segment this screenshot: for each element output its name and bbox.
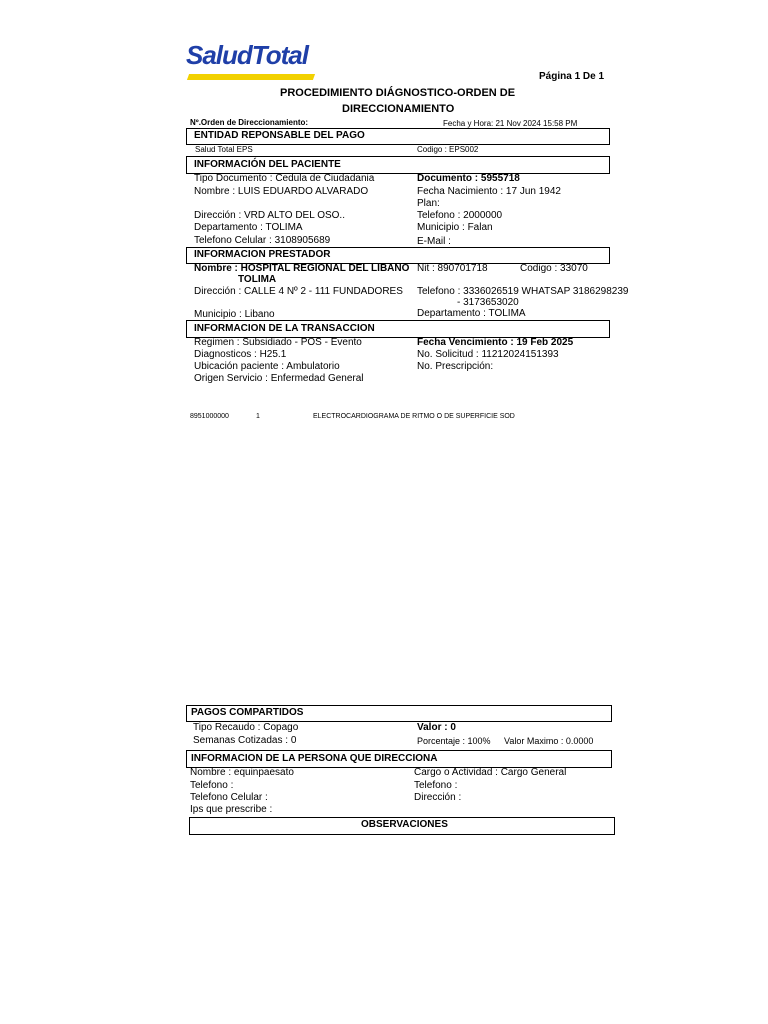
section-heading: INFORMACION DE LA TRANSACCION [194, 323, 375, 334]
prestador-telefono: Telefono : 3336026519 WHATSAP 3186298239 [417, 286, 629, 297]
section-heading: INFORMACION DE LA PERSONA QUE DIRECCIONA [191, 753, 438, 764]
transaccion-diagnosticos: Diagnosticos : H25.1 [194, 349, 287, 360]
section-observaciones [189, 817, 615, 835]
pagos-porcentaje: Porcentaje : 100% [417, 736, 491, 746]
section-heading: ENTIDAD REPONSABLE DEL PAGO [194, 130, 365, 141]
section-direcciona [186, 750, 612, 768]
prestador-direccion: Dirección : CALLE 4 Nº 2 - 111 FUNDADORES [194, 286, 403, 297]
section-paciente [186, 156, 610, 174]
pagos-valor-maximo: Valor Maximo : 0.0000 [504, 736, 594, 746]
section-heading: OBSERVACIONES [361, 819, 448, 830]
transaccion-prescripcion: No. Prescripción: [417, 361, 494, 372]
direcciona-telefono-right: Telefono : [414, 780, 458, 791]
section-pagos [186, 705, 612, 722]
prestador-departamento: Departamento : TOLIMA [417, 308, 526, 319]
fecha-hora: Fecha y Hora: 21 Nov 2024 15:58 PM [443, 119, 578, 128]
salud-total-logo [186, 40, 318, 84]
direcciona-celular: Telefono Celular : [190, 792, 268, 803]
paciente-municipio: Municipio : Falan [417, 222, 493, 233]
paciente-tipo-doc: Tipo Documento : Cedula de Ciudadania [194, 173, 375, 184]
paciente-direccion: Dirección : VRD ALTO DEL OSO.. [194, 210, 345, 221]
direcciona-telefono: Telefono : [190, 780, 234, 791]
paciente-fecha-nacimiento: Fecha Nacimiento : 17 Jun 1942 [417, 186, 561, 197]
logo-underline-bar [187, 74, 315, 80]
transaccion-regimen: Regimen : Subsidiado - POS - Evento [194, 337, 362, 348]
prestador-nit: Nit : 890701718 [417, 263, 488, 274]
logo-text: SaludTotal [186, 40, 308, 70]
prestador-nombre: Nombre : HOSPITAL REGIONAL DEL LIBANO [194, 263, 410, 274]
procedimiento-descripcion: ELECTROCARDIOGRAMA DE RITMO O DE SUPERFICIE SOD [313, 413, 515, 420]
paciente-documento: Documento : 5955718 [417, 173, 520, 184]
procedimiento-cantidad: 1 [256, 413, 260, 420]
pagos-tipo-recaudo: Tipo Recaudo : Copago [193, 722, 299, 733]
paciente-nombre: Nombre : LUIS EDUARDO ALVARADO [194, 186, 369, 197]
orden-label: Nº.Orden de Direccionamiento: [190, 118, 309, 127]
page-number: Página 1 De 1 [539, 71, 605, 82]
transaccion-solicitud: No. Solicitud : 11212024151393 [417, 349, 559, 360]
section-heading: INFORMACION PRESTADOR [194, 249, 331, 260]
document-title-line2: DIRECCIONAMIENTO [342, 103, 455, 115]
section-entidad [186, 128, 610, 145]
entidad-nombre: Salud Total EPS [195, 145, 253, 154]
prestador-telefono-line2: - 3173653020 [457, 297, 519, 308]
pagos-valor: Valor : 0 [417, 722, 456, 733]
prestador-nombre-line2: TOLIMA [238, 274, 277, 285]
transaccion-ubicacion: Ubicación paciente : Ambulatorio [194, 361, 340, 372]
direcciona-ips: Ips que prescribe : [190, 804, 273, 815]
paciente-telefono: Telefono : 2000000 [417, 210, 503, 221]
transaccion-vencimiento: Fecha Vencimiento : 19 Feb 2025 [417, 337, 574, 348]
section-heading: PAGOS COMPARTIDOS [191, 707, 304, 718]
paciente-email: E-Mail : [417, 236, 451, 247]
paciente-departamento: Departamento : TOLIMA [194, 222, 303, 233]
prestador-codigo: Codigo : 33070 [520, 263, 588, 274]
prestador-municipio: Municipio : Libano [194, 309, 275, 320]
direcciona-direccion: Dirección : [414, 792, 462, 803]
entidad-codigo: Codigo : EPS002 [417, 145, 479, 154]
direcciona-nombre: Nombre : equinpaesato [190, 767, 294, 778]
transaccion-origen: Origen Servicio : Enfermedad General [194, 373, 364, 384]
pagos-semanas: Semanas Cotizadas : 0 [193, 735, 297, 746]
paciente-celular: Telefono Celular : 3108905689 [194, 235, 331, 246]
direcciona-cargo: Cargo o Actividad : Cargo General [414, 767, 567, 778]
section-transaccion [186, 320, 610, 338]
procedimiento-codigo: 8951000000 [190, 413, 229, 420]
section-heading: INFORMACIÓN DEL PACIENTE [194, 159, 341, 170]
section-prestador [186, 247, 610, 264]
paciente-plan: Plan: [417, 198, 440, 209]
document-title-line1: PROCEDIMIENTO DIÁGNOSTICO-ORDEN DE [280, 87, 516, 99]
